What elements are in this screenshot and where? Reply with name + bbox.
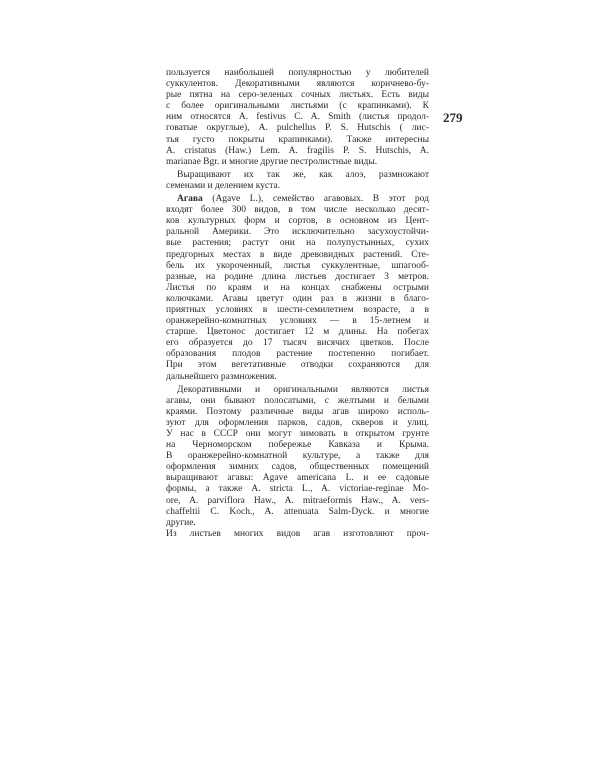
text-line: marianae Bgr. и многие другие пестролистные виды. xyxy=(166,156,378,167)
page-number: 279 xyxy=(443,110,463,125)
text-line: ков культурных форм и сортов, в основном из Цент- xyxy=(166,216,429,227)
text-line: семенами и делением куста. xyxy=(166,180,281,191)
term-agava: Агава xyxy=(177,194,203,205)
text-line: образования плодов растение постепенно погибает. xyxy=(166,349,429,360)
text-line: оформления зимних садов, общественных помещений xyxy=(166,462,429,473)
text-line: дальнейшего размножения. xyxy=(166,371,277,382)
text-line: формы, а также A. stricta L., A. victoriae-reginae Mo- xyxy=(166,484,429,495)
paragraph-1 xyxy=(166,68,429,168)
text-line: бель их укороченный, листья суккулентные, шпагооб- xyxy=(166,260,429,271)
text-line: агавы, они бывают полосатыми, с желтыми и белыми xyxy=(166,395,429,406)
text-line: пользуется наибольшей популярностью у любителей xyxy=(166,68,429,78)
text-line: тья густо покрыты крапинками). Также интересны xyxy=(166,134,429,145)
text-line: зуют для оформления парков, садов, скверов и улиц. xyxy=(166,417,429,428)
text-line: В оранжерейно-комнатной культуре, а также для xyxy=(166,451,429,462)
text-line: краями. Поэтому различные виды агав широко исполь- xyxy=(166,406,429,417)
text-line: При этом вегетативные отводки сохраняются для xyxy=(166,360,429,371)
text-line: оранжерейно-комнатных условиях — в 15-летнем и xyxy=(166,316,429,327)
text-fragment: (Agave L.), семейство агавовых. В этот род xyxy=(202,194,429,205)
text-line: его образуется до 17 тысяч висячих цветков. После xyxy=(166,338,429,349)
text-line: У нас в СССР они могут зимовать в открытом грунте xyxy=(166,429,429,439)
text-line: chaffeltii C. Koch., A. attenuata Salm-Dyck. и многие xyxy=(166,506,429,517)
text-line: колючками. Агавы цветут один раз в жизни в благо- xyxy=(166,293,429,304)
text-line: суккулентов. Декоративными являются коричнево-бу- xyxy=(166,79,429,90)
paragraph-5 xyxy=(166,529,429,540)
text-line: Декоративными и оригинальными являются листья xyxy=(177,384,429,395)
text-line: Из листьев многих видов агав изготовляют проч- xyxy=(166,528,429,539)
text-line: входят более 300 видов, в том числе несколько десят- xyxy=(166,205,429,216)
paragraph-4 xyxy=(166,385,429,529)
text-line xyxy=(166,194,429,205)
text-line: ральной Америки. Это исключительно засухоустойчи- xyxy=(166,227,429,238)
text-line: старше. Цветонос достигает 12 м длины. На побегах xyxy=(166,327,429,338)
text-line: выращивают агавы: Agave americana L. и ее садовые xyxy=(166,473,429,484)
text-line: рые пятна на серо-зеленых сочных листьях. Есть виды xyxy=(166,90,429,101)
text-line: A. cristatus (Haw.) Lem. A. fragilis P. S. Hutschis, A. xyxy=(166,145,429,156)
text-line: на Черноморском побережье Кавказа и Крыма. xyxy=(166,440,429,451)
text-line: Листья по краям и на концах снабжены острыми xyxy=(166,282,429,293)
text-line: предгорных местах в виде древовидных растений. Сте- xyxy=(166,249,429,260)
text-line: вые растения; растут они на полупустынных, сухих xyxy=(166,238,429,249)
paragraph-2 xyxy=(166,170,429,192)
text-line: разные, на родине длина листьев достигает 3 метров. xyxy=(166,271,429,282)
text-line: Выращивают их так же, как алоэ, размножают xyxy=(177,169,429,180)
text-line: с более оригинальными листьями (с крапинками). К xyxy=(166,101,429,112)
text-line: приятных условиях в шести-семилетнем возрасте, а в xyxy=(166,304,429,315)
text-line: ним относятся A. festivus C. A. Smith (листья продол- xyxy=(166,112,429,123)
text-line: ore, A. parviflora Haw., A. mitraeformis Haw., A. vers- xyxy=(166,495,429,506)
paragraph-3 xyxy=(166,194,429,383)
text-line: другие. xyxy=(166,517,196,528)
text-line: говатые округлые), A. pulchellus P. S. Hutschis ( лис- xyxy=(166,123,429,134)
body-text xyxy=(166,68,429,540)
